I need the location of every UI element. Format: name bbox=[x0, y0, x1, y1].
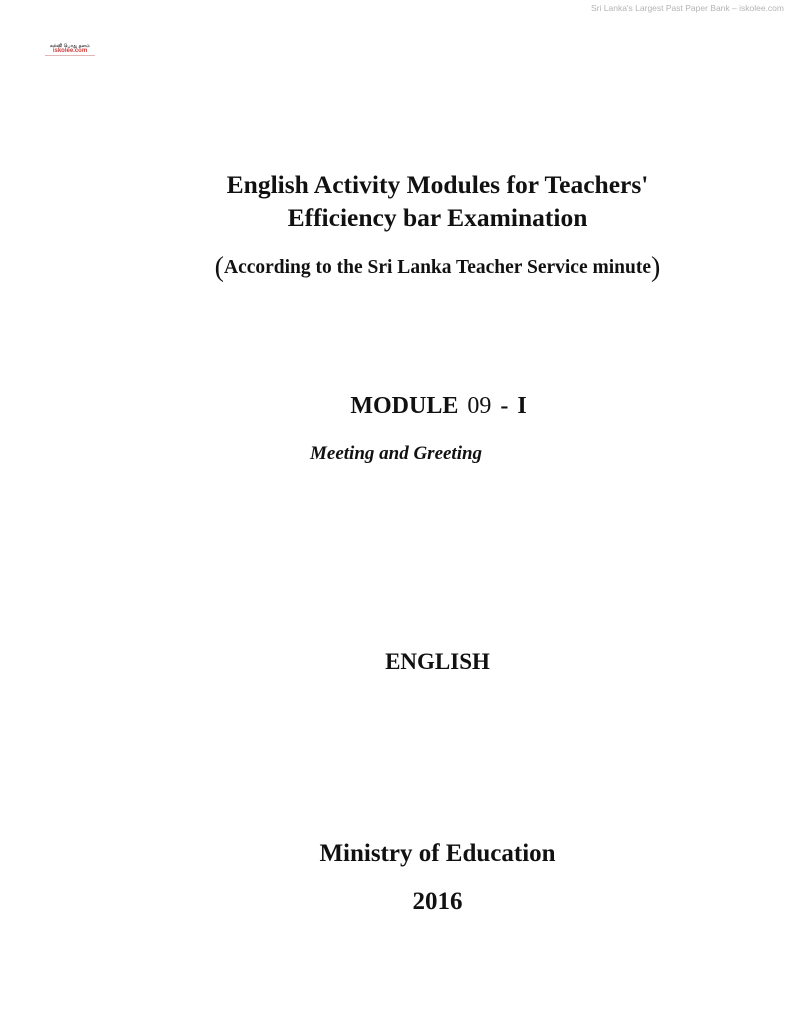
module-number: 09 bbox=[467, 393, 492, 419]
open-paren: ( bbox=[214, 252, 224, 283]
document-title-line-2: Efficiency bar Examination bbox=[287, 203, 588, 232]
document-title-line-1: English Activity Modules for Teachers' bbox=[226, 170, 649, 199]
watermark-text: Sri Lanka's Largest Past Paper Bank – iskolee.com bbox=[591, 3, 784, 13]
document-subtitle bbox=[42, 252, 791, 284]
module-topic: Meeting and Greeting bbox=[310, 443, 483, 464]
logo-brand: iskolee.com bbox=[52, 48, 88, 54]
module-heading bbox=[43, 393, 791, 420]
publisher-name: Ministry of Education bbox=[319, 840, 556, 867]
module-part: - I bbox=[500, 393, 527, 419]
iskolee-logo bbox=[42, 43, 98, 58]
module-label: MODULE bbox=[350, 393, 459, 419]
logo-top-line: கல்வி பொது தளம் bbox=[50, 43, 90, 48]
publication-year: 2016 bbox=[412, 888, 463, 915]
subtitle-text: According to the Sri Lanka Teacher Service minute bbox=[224, 257, 651, 278]
subject-heading: ENGLISH bbox=[385, 649, 490, 674]
logo-tagline-bar bbox=[45, 55, 95, 56]
close-paren: ) bbox=[651, 252, 661, 283]
